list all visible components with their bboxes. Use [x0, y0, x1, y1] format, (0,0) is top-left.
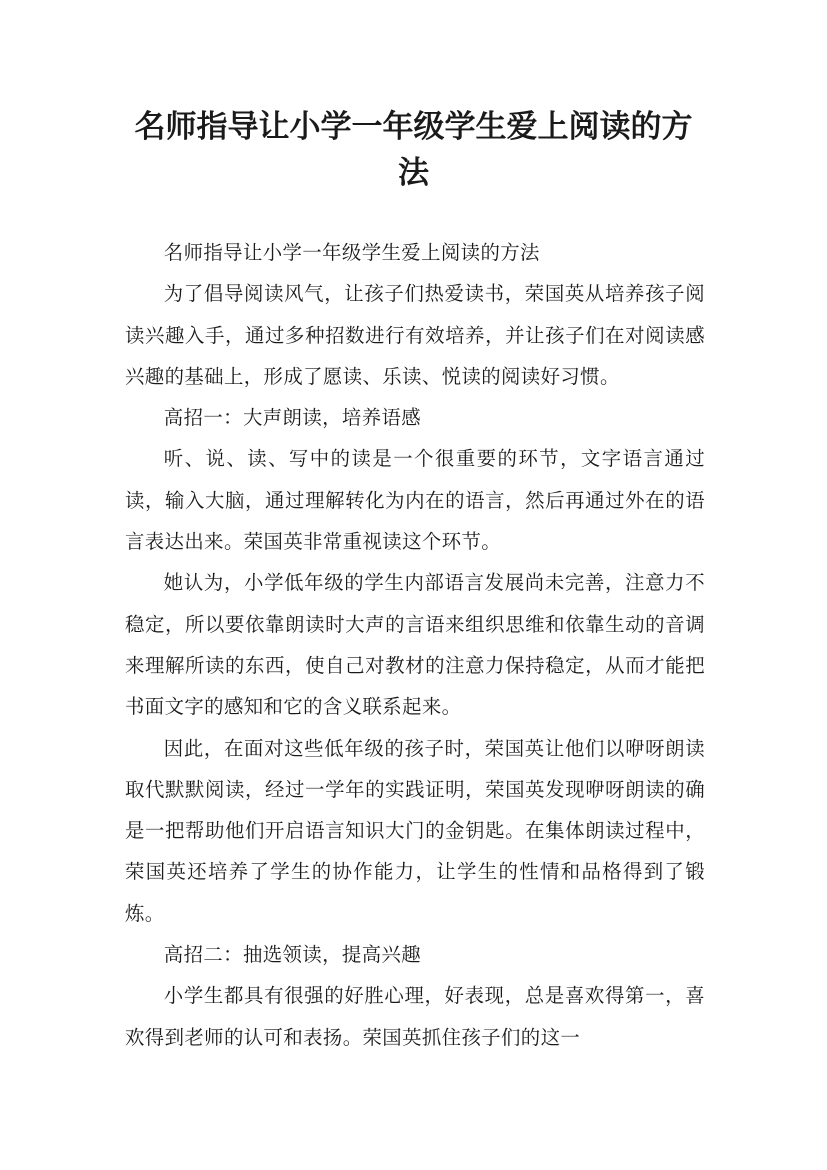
paragraph-subtitle: 名师指导让小学一年级学生爱上阅读的方法: [163, 241, 540, 264]
document-body: [125, 232, 705, 1058]
paragraph-therefore: 因此，在面对这些低年级的孩子时，荣国英让他们以咿呀朗读取代默默阅读，经过一学年的实践证明，荣国英发现咿呀朗读的确是一把帮助他们开启语言知识大门的金钥匙。在集体朗读过程中，荣国英还培养了学生的协作能力，让学生的性情和品格得到了锻炼。: [125, 736, 705, 925]
heading-method-one: 高招一：大声朗读，培养语感: [163, 406, 422, 430]
paragraph-listening-reading: 听、说、读、写中的读是一个很重要的环节，文字语言通过读，输入大脑，通过理解转化为内在的语言，然后再通过外在的语言表达出来。荣国英非常重视读这个环节。: [125, 447, 705, 554]
paragraph-intro: 为了倡导阅读风气，让孩子们热爱读书，荣国英从培养孩子阅读兴趣入手，通过多种招数进行有效培养，并让孩子们在对阅读感兴趣的基础上，形成了愿读、乐读、悦读的阅读好习惯。: [125, 282, 705, 388]
document-title: 名师指导让小学一年级学生爱上阅读的方法: [134, 109, 693, 191]
paragraph-competitive: 小学生都具有很强的好胜心理，好表现，总是喜欢得第一，喜欢得到老师的认可和表扬。荣国英抓住孩子们的这一: [125, 984, 705, 1049]
paragraph-her-view: 她认为，小学低年级的学生内部语言发展尚未完善，注意力不稳定，所以要依靠朗读时大声的言语来组织思维和依靠生动的音调来理解所读的东西，使自己对教材的注意力保持稳定，从而才能把书面文字的感知和它的含义联系起来。: [125, 571, 705, 719]
heading-method-two: 高招二：抽选领读，提高兴趣: [163, 943, 422, 967]
